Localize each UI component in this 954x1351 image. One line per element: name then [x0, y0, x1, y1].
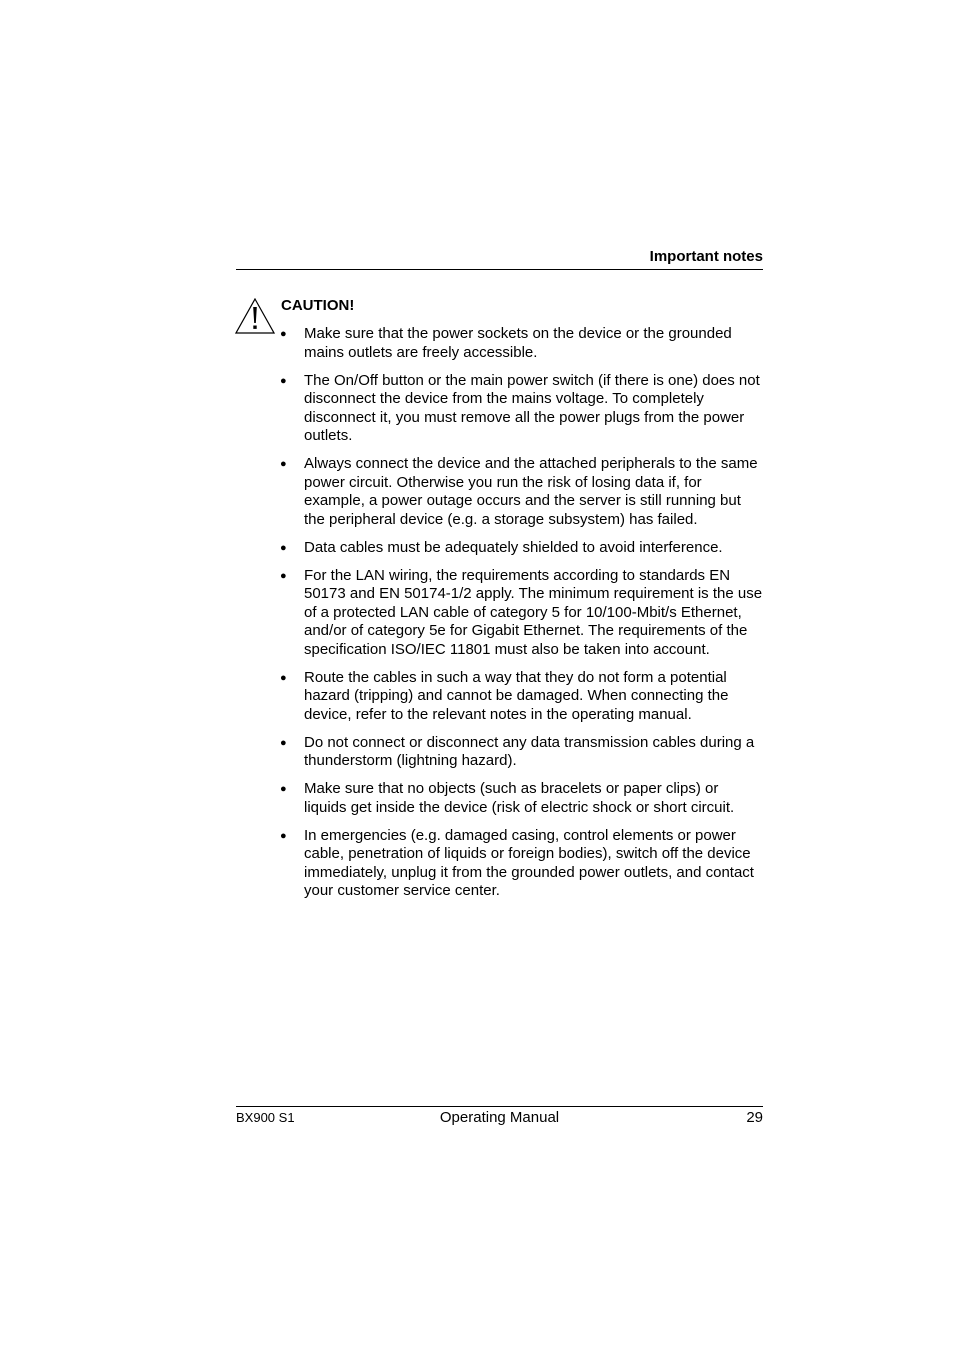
warning-triangle-icon	[235, 298, 275, 334]
bullet-icon: ●	[280, 783, 287, 795]
page-number: 29	[746, 1109, 763, 1126]
bullet-icon: ●	[280, 328, 287, 340]
list-item	[280, 539, 764, 558]
footer-product: BX900 S1	[236, 1110, 295, 1125]
list-item-text: The On/Off button or the main power switch (if there is one) does not disconnect the device from the mains voltage. To completely disconnect it, you must remove all the power plugs from the power outlets.	[304, 371, 760, 444]
bullet-icon: ●	[280, 671, 287, 684]
list-item-text: Make sure that the power sockets on the device or the grounded mains outlets are freely accessible.	[304, 325, 732, 361]
bullet-icon: ●	[280, 458, 287, 470]
footer-rule	[236, 1106, 763, 1107]
list-item	[280, 827, 764, 901]
bullet-icon: ●	[280, 374, 287, 387]
list-item-text: In emergencies (e.g. damaged casing, control elements or power cable, penetration of liquids or foreign bodies), switch off the device immediately, unplug it from the grounded power outlets, and contact your customer service center.	[304, 826, 754, 899]
list-item	[280, 669, 764, 725]
caution-list	[280, 325, 764, 910]
bullet-icon: ●	[280, 829, 287, 842]
bullet-icon: ●	[280, 736, 287, 749]
list-item-text: Data cables must be adequately shielded to avoid interference.	[304, 538, 723, 556]
list-item	[280, 455, 764, 529]
list-item	[280, 567, 764, 660]
list-item-text: Route the cables in such a way that they do not form a potential hazard (tripping) and cannot be damaged. When connecting the device, refer to the relevant notes in the operating manual.	[304, 668, 729, 723]
list-item	[280, 780, 764, 817]
list-item-text: Always connect the device and the attached peripherals to the same power circuit. Otherwise you run the risk of losing data if, for example, a power outage occurs and the server is still running but the peripheral device (e.g. a storage subsystem) has failed.	[304, 455, 758, 528]
list-item	[280, 734, 764, 771]
list-item-text: Make sure that no objects (such as bracelets or paper clips) or liquids get inside the device (risk of electric shock or short circuit.	[304, 780, 735, 816]
footer-manual-title: Operating Manual	[439, 1109, 560, 1126]
list-item-text: For the LAN wiring, the requirements according to standards EN 50173 and EN 50174-1/2 apply. The minimum requirement is the use of a protected LAN cable of category 5 for 10/100-Mbit/s Ethernet, and/or of category 5e for Gigabit Ethernet. The requirements of the specification ISO/IEC 11801 must also be taken into account.	[304, 566, 763, 658]
running-header-title: Important notes	[649, 248, 763, 265]
bullet-icon: ●	[280, 541, 287, 554]
header-rule	[236, 269, 763, 270]
bullet-icon: ●	[280, 569, 287, 582]
list-item	[280, 372, 764, 446]
list-item	[280, 325, 764, 362]
list-item-text: Do not connect or disconnect any data transmission cables during a thunderstorm (lightning hazard).	[304, 733, 755, 769]
caution-title: CAUTION!	[281, 297, 355, 314]
